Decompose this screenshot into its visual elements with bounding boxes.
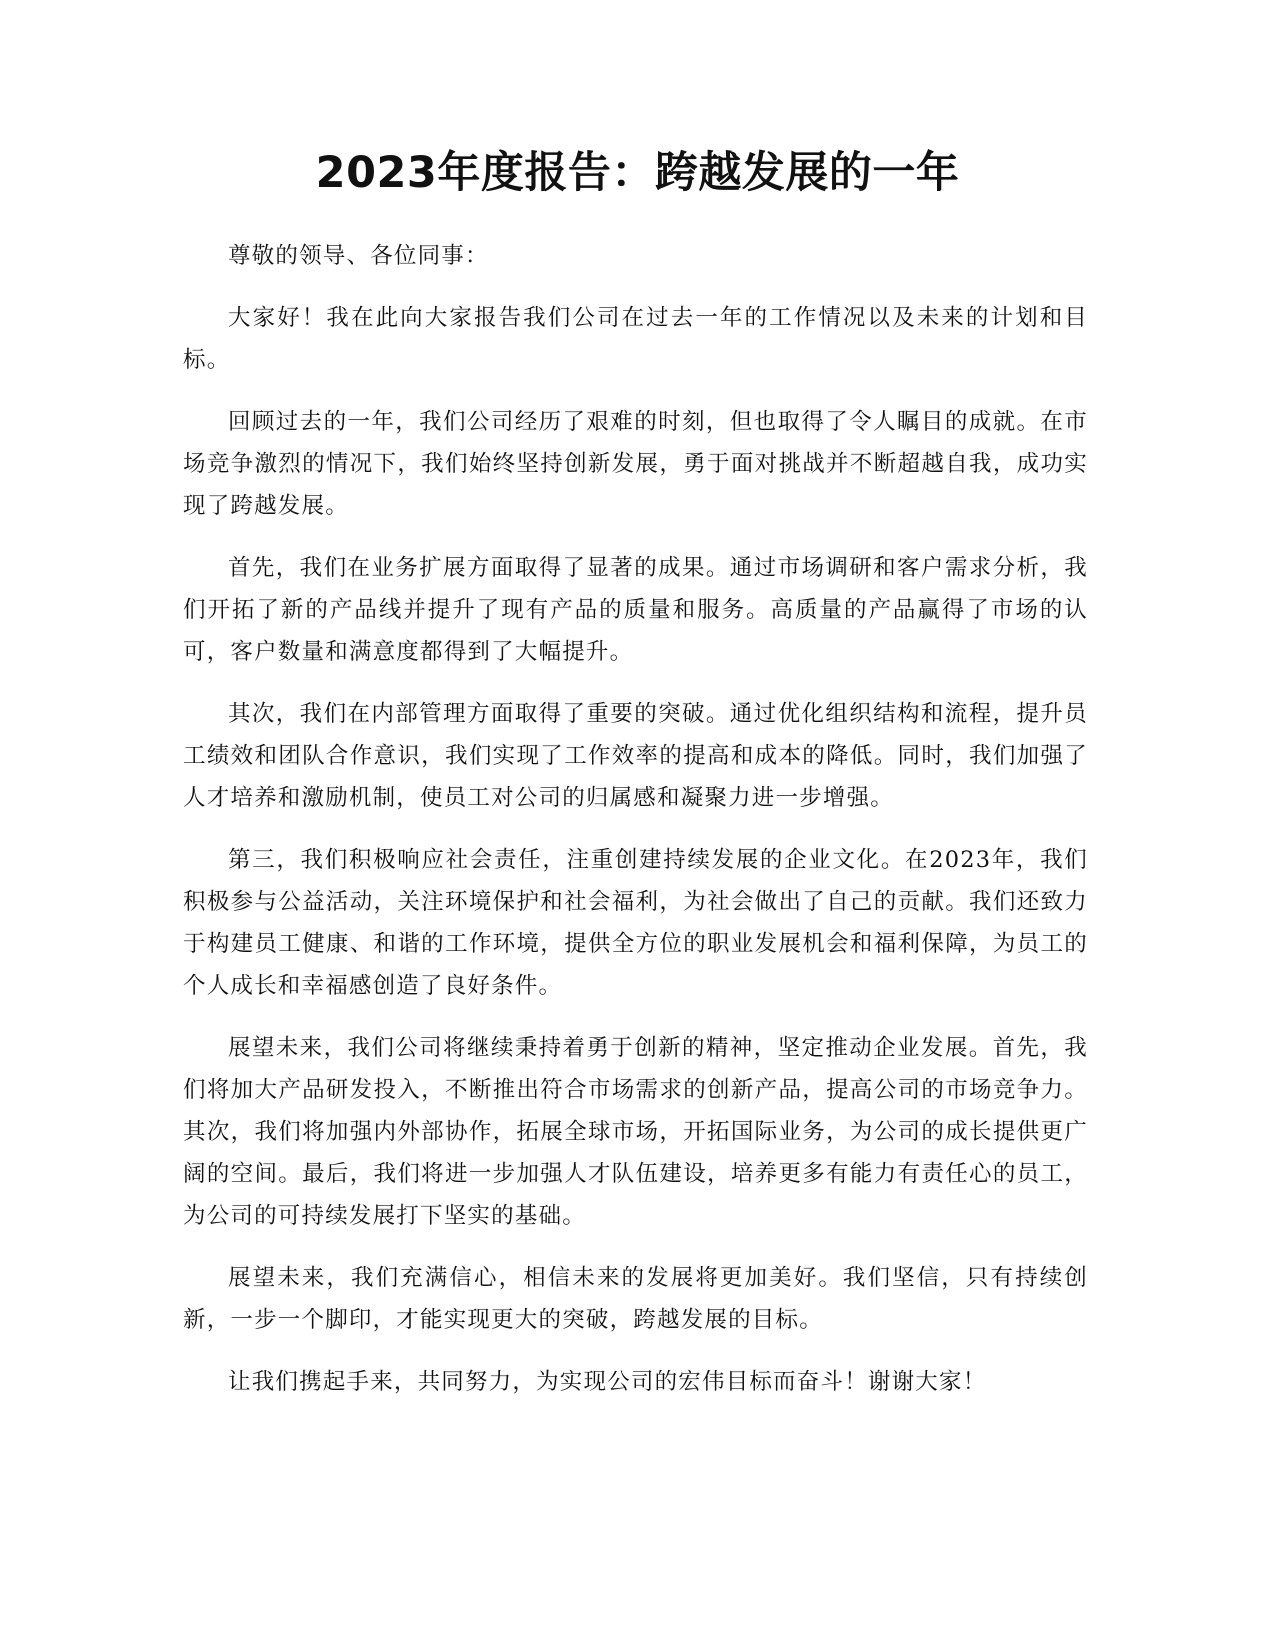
paragraph-social-responsibility: 第三，我们积极响应社会责任，注重创建持续发展的企业文化。在2023年，我们积极参与公益活动，关注环境保护和社会福利，为社会做出了自己的贡献。我们还致力于构建员工健康、和谐的工作环境，提供全方位的职业发展机会和福利保障，为员工的个人成长和幸福感创造了良好条件。 — [183, 847, 1088, 999]
document-title: 2023年度报告：跨越发展的一年 — [315, 148, 960, 198]
paragraph-salutation: 尊敬的领导、各位同事： — [228, 243, 489, 269]
document-body — [183, 235, 1088, 1423]
paragraph-greeting: 大家好！我在此向大家报告我们公司在过去一年的工作情况以及未来的计划和目标。 — [183, 305, 1088, 373]
paragraph-future-plans: 展望未来，我们公司将继续秉持着勇于创新的精神，坚定推动企业发展。首先，我们将加大产品研发投入，不断推出符合市场需求的创新产品，提高公司的市场竞争力。其次，我们将加强内外部协作，拓展全球市场，开拓国际业务，为公司的成长提供更广阔的空间。最后，我们将进一步加强人才队伍建设，培养更多有能力有责任心的员工，为公司的可持续发展打下坚实的基础。 — [183, 1035, 1088, 1229]
paragraph-internal-management: 其次，我们在内部管理方面取得了重要的突破。通过优化组织结构和流程，提升员工绩效和团队合作意识，我们实现了工作效率的提高和成本的降低。同时，我们加强了人才培养和激励机制，使员工对公司的归属感和凝聚力进一步增强。 — [183, 701, 1088, 811]
paragraph-outlook: 展望未来，我们充满信心，相信未来的发展将更加美好。我们坚信，只有持续创新，一步一个脚印，才能实现更大的突破，跨越发展的目标。 — [183, 1265, 1088, 1333]
paragraph-business-expansion: 首先，我们在业务扩展方面取得了显著的成果。通过市场调研和客户需求分析，我们开拓了新的产品线并提升了现有产品的质量和服务。高质量的产品赢得了市场的认可，客户数量和满意度都得到了大幅提升。 — [183, 555, 1088, 665]
paragraph-review: 回顾过去的一年，我们公司经历了艰难的时刻，但也取得了令人瞩目的成就。在市场竞争激烈的情况下，我们始终坚持创新发展，勇于面对挑战并不断超越自我，成功实现了跨越发展。 — [183, 409, 1088, 519]
paragraph-closing: 让我们携起手来，共同努力，为实现公司的宏伟目标而奋斗！谢谢大家！ — [228, 1369, 987, 1395]
